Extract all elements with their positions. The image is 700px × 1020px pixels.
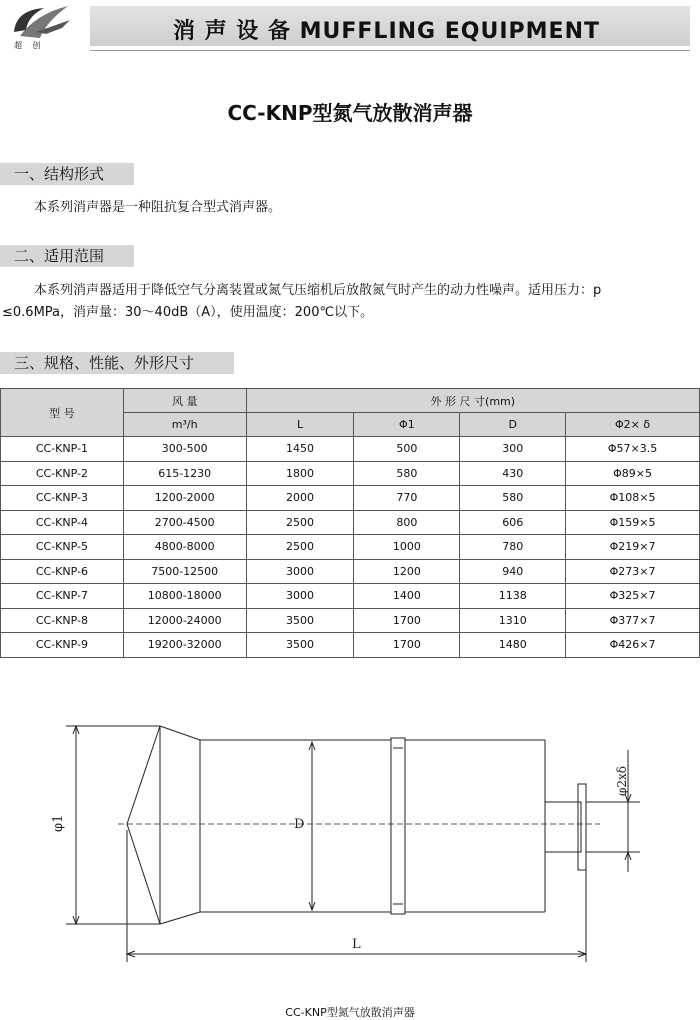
table-row [1, 633, 700, 658]
cell-airflow: 10800-18000 [123, 584, 246, 609]
cell-model: CC-KNP-8 [1, 608, 124, 633]
spec-table [0, 388, 700, 658]
cell-model: CC-KNP-5 [1, 535, 124, 560]
header-phi1: Φ1 [354, 413, 460, 437]
cell-L: 1800 [246, 461, 354, 486]
cell-D: 606 [460, 510, 566, 535]
cell-phi1: 1700 [354, 608, 460, 633]
label-phi2: φ2xδ [615, 765, 629, 796]
cell-phi2: Φ219×7 [566, 535, 700, 560]
label-L: L [352, 937, 361, 952]
cell-phi1: 1200 [354, 559, 460, 584]
cell-airflow: 300-500 [123, 437, 246, 462]
cell-D: 580 [460, 486, 566, 511]
header-L: L [246, 413, 354, 437]
table-row [1, 486, 700, 511]
outlet-pipe [545, 802, 581, 852]
header-phi2: Φ2× δ [566, 413, 700, 437]
cell-L: 2000 [246, 486, 354, 511]
cell-airflow: 1200-2000 [123, 486, 246, 511]
section-text-structure: 本系列消声器是一种阻抗复合型式消声器。 [34, 200, 282, 215]
transition-bottom [160, 912, 200, 924]
drawing-caption: CC-KNP型氮气放散消声器 [285, 1006, 415, 1019]
section-heading-specs: 三、规格、性能、外形尺寸 [0, 352, 234, 374]
header-airflow: 风 量 [123, 389, 246, 413]
header-dimensions: 外 形 尺 寸(mm) [246, 389, 699, 413]
section-heading-scope: 二、适用范围 [0, 245, 134, 267]
table-row [1, 437, 700, 462]
cell-phi1: 580 [354, 461, 460, 486]
cell-model: CC-KNP-6 [1, 559, 124, 584]
label-phi1: φ1 [51, 814, 66, 832]
cell-L: 3500 [246, 608, 354, 633]
cell-D: 300 [460, 437, 566, 462]
table-row [1, 608, 700, 633]
cell-phi2: Φ273×7 [566, 559, 700, 584]
cell-model: CC-KNP-7 [1, 584, 124, 609]
cell-phi1: 800 [354, 510, 460, 535]
section-heading-structure: 一、结构形式 [0, 163, 134, 185]
cell-L: 2500 [246, 535, 354, 560]
cell-airflow: 7500-12500 [123, 559, 246, 584]
cell-model: CC-KNP-2 [1, 461, 124, 486]
cell-L: 2500 [246, 510, 354, 535]
cell-phi2: Φ57×3.5 [566, 437, 700, 462]
cell-phi2: Φ377×7 [566, 608, 700, 633]
cell-phi1: 500 [354, 437, 460, 462]
header-title: 消 声 设 备 MUFFLING EQUIPMENT [172, 19, 600, 44]
cell-L: 3000 [246, 584, 354, 609]
table-row [1, 510, 700, 535]
label-D: D [294, 817, 305, 832]
outlet-flange [578, 784, 586, 870]
header-bar [90, 6, 690, 46]
header-divider [90, 50, 690, 51]
cell-D: 1480 [460, 633, 566, 658]
cell-phi1: 770 [354, 486, 460, 511]
cell-D: 940 [460, 559, 566, 584]
cell-L: 3000 [246, 559, 354, 584]
cell-airflow: 2700-4500 [123, 510, 246, 535]
header-airflow-unit: m³/h [123, 413, 246, 437]
section-text-scope-line2: ≤0.6MPa，消声量：30～40dB（A），使用温度：200℃以下。 [2, 305, 374, 320]
logo-text: 超 创 [14, 41, 45, 50]
cell-model: CC-KNP-9 [1, 633, 124, 658]
cell-D: 430 [460, 461, 566, 486]
cell-D: 780 [460, 535, 566, 560]
cell-phi2: Φ426×7 [566, 633, 700, 658]
cell-phi2: Φ89×5 [566, 461, 700, 486]
cell-phi1: 1700 [354, 633, 460, 658]
cell-L: 1450 [246, 437, 354, 462]
section-text-scope-line1: 本系列消声器适用于降低空气分离装置或氮气压缩机后放散氮气时产生的动力性噪声。适用压力：p [34, 283, 602, 298]
cell-airflow: 4800-8000 [123, 535, 246, 560]
cell-phi1: 1000 [354, 535, 460, 560]
muffler-drawing [0, 690, 700, 1000]
cell-D: 1138 [460, 584, 566, 609]
cell-phi2: Φ108×5 [566, 486, 700, 511]
cell-D: 1310 [460, 608, 566, 633]
cell-model: CC-KNP-3 [1, 486, 124, 511]
cell-airflow: 615-1230 [123, 461, 246, 486]
table-row [1, 584, 700, 609]
cell-airflow: 19200-32000 [123, 633, 246, 658]
cell-model: CC-KNP-1 [1, 437, 124, 462]
cell-L: 3500 [246, 633, 354, 658]
inlet-cone [127, 726, 160, 924]
cell-phi2: Φ325×7 [566, 584, 700, 609]
transition-top [160, 726, 200, 740]
middle-flange [391, 738, 405, 914]
table-row [1, 535, 700, 560]
page-title: CC-KNP型氮气放散消声器 [227, 101, 473, 125]
table-row [1, 461, 700, 486]
header-model: 型 号 [1, 389, 124, 437]
cell-phi2: Φ159×5 [566, 510, 700, 535]
header-D: D [460, 413, 566, 437]
table-row [1, 559, 700, 584]
cell-phi1: 1400 [354, 584, 460, 609]
cell-model: CC-KNP-4 [1, 510, 124, 535]
cell-airflow: 12000-24000 [123, 608, 246, 633]
